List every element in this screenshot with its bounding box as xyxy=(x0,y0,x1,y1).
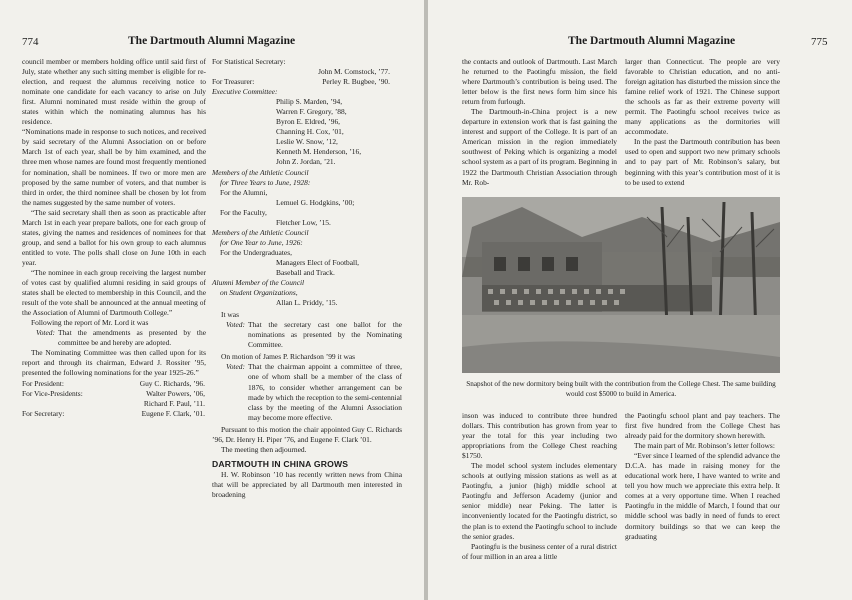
left-column-2 xyxy=(212,57,402,500)
paragraph: “Ever since I learned of the splendid advance the D.C.A. has made in raising money for the educational work here, I have wanted to write and tell you how much we appreciate this extra help. It comes at a very opportune time. When I reached Paotingfu in the middle of March, I found that our middle school was badly in need of funds to erect dormitory buildings so that we can keep the graduating xyxy=(625,451,780,541)
paragraph: “The nominee in each group receiving the largest number of votes cast by qualified alumni residing in said groups of states shall be elected to membership in this Council, and the result of the vote shall be announced at the annual meeting of the Association of Alumni of Dartmouth College.” xyxy=(22,267,206,318)
voted-resolution xyxy=(212,362,402,422)
officer-row xyxy=(22,409,206,419)
committee-member: Warren F. Gregory, ’88, xyxy=(276,107,347,117)
officer-name: Richard F. Paul, ’11. xyxy=(143,398,205,408)
office-label: For Treasurer: xyxy=(212,77,255,87)
left-page xyxy=(0,0,424,600)
paragraph: It was xyxy=(221,310,239,320)
council-member: Lemuel G. Hodgkins, ’00; xyxy=(276,197,355,207)
voted-label: Voted: xyxy=(226,362,245,372)
right-column-1-top xyxy=(462,57,617,188)
running-head: The Dartmouth Alumni Magazine xyxy=(128,35,296,47)
officer-name: Guy C. Richards, ’96. xyxy=(139,378,205,388)
officer-name: Perley R. Bugbee, ’90. xyxy=(322,77,390,87)
council-group: For the Faculty, xyxy=(220,207,267,217)
page-number: 774 xyxy=(22,36,39,48)
voted-resolution xyxy=(22,328,206,348)
officer-row xyxy=(22,399,206,409)
council-member: Fletcher Low, ’15. xyxy=(276,217,331,227)
council-title: Alumni Member of the Council xyxy=(212,278,305,288)
paragraph: On motion of James P. Richardson ’99 it was xyxy=(221,352,356,362)
paragraph: “Nominations made in response to such notices, and received by said secretary of the Alumni Association on or before March 1st of each year, shall be by him examined, and the three men whose names are found most frequently mentioned for nomination, shall be nominees. If two or more men are proposed by the same number of voters, and that number is third in order, the third nominee shall be chosen by lot from the names suggested by the same number of voters. xyxy=(22,127,206,207)
voted-text: That the secretary cast one ballot for the nominations as presented by the Nominating Committee. xyxy=(248,320,402,350)
council-term: for Three Years to June, 1928: xyxy=(220,177,311,187)
committee-title: Executive Committee: xyxy=(212,87,278,97)
paragraph: The model school system includes elementary schools at outlying mission stations as well as at Paotingfu, a junior (high) middle school at Paotingfu and Jefferson Academy (junior and senior middle) near Peking. The latter is inconveniently located for the Paotingfu district, so the plan is to extend the Paotingfu school to include the senior grades. xyxy=(462,461,617,541)
council-member: Allan L. Priddy, ’15. xyxy=(276,298,338,308)
committee-member: Leslie W. Snow, ’12, xyxy=(276,137,338,147)
council-member: Baseball and Track. xyxy=(276,267,335,277)
voted-resolution xyxy=(212,320,402,350)
right-column-2-bottom xyxy=(625,411,780,542)
paragraph: The meeting then adjourned. xyxy=(221,444,307,454)
section-heading: DARTMOUTH IN CHINA GROWS xyxy=(212,458,349,469)
committee-member: John Z. Jordan, ’21. xyxy=(276,157,336,167)
dormitory-photo-illustration xyxy=(462,197,780,373)
dormitory-photo xyxy=(462,197,780,373)
paragraph: The main part of Mr. Robinson’s letter follows: xyxy=(634,441,775,451)
committee-member: Channing H. Cox, ’01, xyxy=(276,127,344,137)
council-title: Members of the Athletic Council xyxy=(212,227,309,237)
officer-name: Eugene F. Clark, ’01. xyxy=(141,408,205,418)
council-group: For the Undergraduates, xyxy=(220,247,292,257)
council-member: Managers Elect of Football, xyxy=(276,257,360,267)
paragraph: The Nominating Committee was then called upon for its report and through its chairman, Edward J. Rossiter ’95, presented the following nominations for the year 1925-26.” xyxy=(22,348,206,378)
photo-caption: Snapshot of the new dormitory being built with the contribution from the College Chest. The same building would cost $5000 to build in America. xyxy=(466,380,776,398)
paragraph: The Dartmouth-in-China project is a new departure in extension work that is fast gaining the interest and support of the College. It is part of an American mission in the region immediately southwest of Peking which is organizing a model school system as a part of its program. Beginning in 1922 the Dartmouth Christian Association through Mr. Rob- xyxy=(462,107,617,187)
office-label: For Statistical Secretary: xyxy=(212,57,286,66)
voted-text: That the amendments as presented by the committee be and hereby are adopted. xyxy=(58,328,206,348)
running-head: The Dartmouth Alumni Magazine xyxy=(568,35,736,47)
committee-member: Byron E. Eldred, ’96, xyxy=(276,117,341,127)
paragraph: inson was induced to contribute three hundred dollars. This contribution has grown from year to year the total for this year including two appropriations from the College Chest reaching $1750. xyxy=(462,411,617,461)
right-column-1-bottom xyxy=(462,411,617,562)
right-column-2-top xyxy=(625,57,780,188)
council-title: Members of the Athletic Council xyxy=(212,167,309,177)
office-label: For President: xyxy=(22,378,64,388)
council-group: For the Alumni, xyxy=(220,187,268,197)
paragraph: council member or members holding office until said first of July, state whether any such sitting member is eligible for re-election, and request the alumnus receiving notice to nominate one candidate for each vacancy to arise on July first. Alumni nominated must reside within the group of states within which the nominating alumnus has his residence. xyxy=(22,57,206,127)
paragraph: In the past the Dartmouth contribution has been used to open and support two new primary schools and to pay part of Mr. Robinson’s salary, but beginning with this year’s contribution most of it is to be used to extend xyxy=(625,137,780,187)
voted-label: Voted: xyxy=(226,320,245,330)
paragraph: larger than Connecticut. The people are very favorable to Christian education, and no anti-foreign agitation has disturbed the mission since the famine relief work of 1921. The Chinese support the schools as far as their extreme poverty will permit. The Paotingfu school receives twice as many applications as the dormitories will accommodate. xyxy=(625,57,780,137)
paragraph: Paotingfu is the business center of a rural district of four million in an area a little xyxy=(462,541,617,561)
office-label: For Secretary: xyxy=(22,408,65,418)
voted-label: Voted: xyxy=(36,328,55,338)
office-label: For Vice-Presidents: xyxy=(22,388,83,398)
officer-row xyxy=(22,379,206,389)
voted-text: That the chairman appoint a committee of three, one of whom shall be a member of the class of 1876, to consider whether arrangement can be made by which the reception to the semi-centennial class by the meeting of the Alumni Association may become more effective. xyxy=(248,362,402,422)
paragraph: Following the report of Mr. Lord it was xyxy=(31,318,149,328)
officer-name: John M. Comstock, ’77. xyxy=(318,67,390,77)
paragraph: Pursuant to this motion the chair appointed Guy C. Richards ’96, Dr. Henry H. Piper ’76, and Eugene F. Clark ’01. xyxy=(212,424,402,444)
council-term: for One Year to June, 1926: xyxy=(220,237,303,247)
officer-row xyxy=(212,77,402,87)
paragraph: H. W. Robinson ’10 has recently written news from China that will be appreciated by all Dartmouth men interested in broadening xyxy=(212,469,402,499)
right-page xyxy=(428,0,852,600)
paragraph: the contacts and outlook of Dartmouth. Last March he returned to the Paotingfu mission, the field where Dartmouth’s contribution is being used. The letter below is the first news form him since his return from furlough. xyxy=(462,57,617,107)
committee-member: Philip S. Marden, ’94, xyxy=(276,97,343,107)
committee-member: Kenneth M. Henderson, ’16, xyxy=(276,147,362,157)
officer-name: Walter Powers, ’06, xyxy=(146,388,205,398)
officer-row xyxy=(22,389,206,399)
left-column-1 xyxy=(22,57,206,419)
paragraph: the Paotingfu school plant and pay teachers. The first five hundred from the College Chest has already paid for the dormitory shown herewith. xyxy=(625,411,780,441)
paragraph: “The said secretary shall then as soon as practicable after March 1st in each year prepare ballots, one for each group of states, giving the names and residences of nominees for that group, and send a ballot for his own group to each alumnus entitled to vote. The polls shall close on June 10th in each year. xyxy=(22,207,206,267)
council-term: on Student Organizations, xyxy=(220,288,298,298)
page-number: 775 xyxy=(811,36,828,48)
